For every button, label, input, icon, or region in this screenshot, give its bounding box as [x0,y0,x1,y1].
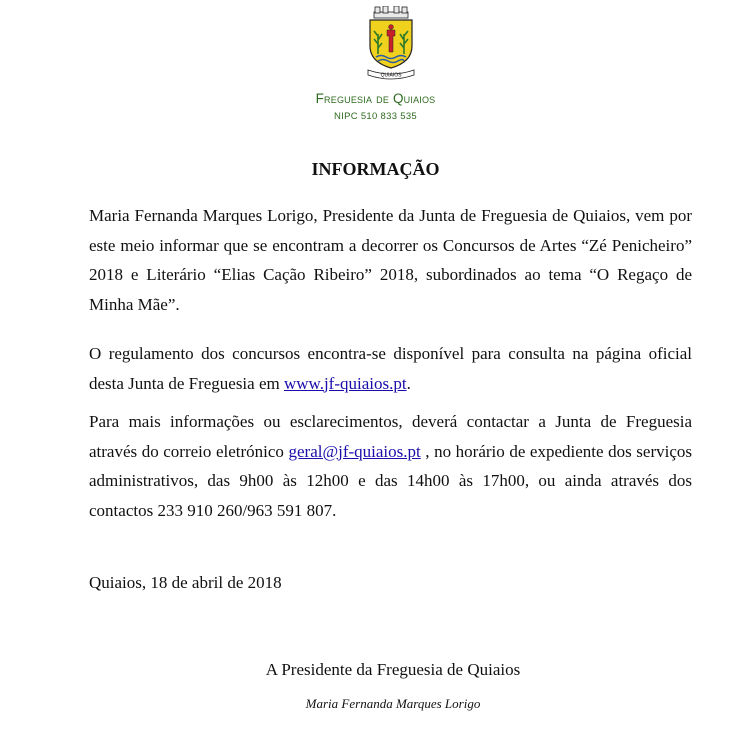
website-link[interactable]: www.jf-quiaios.pt [283,373,407,393]
nipc-number: NIPC 510 833 535 [334,111,417,122]
signature-name: Maria Fernanda Marques Lorigo [305,696,481,711]
document-title: INFORMAÇÃO [311,159,440,179]
date-line: Quiaios, 18 de abril de 2018 [89,573,282,592]
email-link[interactable]: geral@jf-quiaios.pt [288,441,421,461]
paragraph-regulations-end: . [406,373,411,393]
paragraph-contacts-rest: , no horário de expediente dos serviços administrativos, das 9h00 às 12h00 e das 14h00 às 17h00, ou ainda através dos contactos 233 910 260/963 591 807. [89,441,692,520]
svg-text:QUIAIOS: QUIAIOS [380,72,402,79]
signature-title: A Presidente da Freguesia de Quiaios [265,660,521,679]
coat-of-arms-logo [358,6,424,80]
paragraph-regulations-text: O regulamento dos concursos encontra-se disponível para consulta na página oficial desta Junta de Freguesia em [89,344,692,393]
parish-name: Freguesia de Quiaios [315,91,436,106]
paragraph-contacts [89,407,692,525]
paragraph-regulations [89,339,692,398]
paragraph-announcement: Maria Fernanda Marques Lorigo, Presidente da Junta de Freguesia de Quiaios, vem por este meio informar que se encontram a decorrer os Concursos de Artes “Zé Penicheiro” 2018 e Literário “Elias Cação Ribeiro” 2018, subordinados ao tema “O Regaço de Minha Mãe”. [89,206,692,314]
paragraph-contacts-text: Para mais informações ou esclarecimentos, deverá contactar a Junta de Freguesia através do correio eletrónico [89,412,692,461]
